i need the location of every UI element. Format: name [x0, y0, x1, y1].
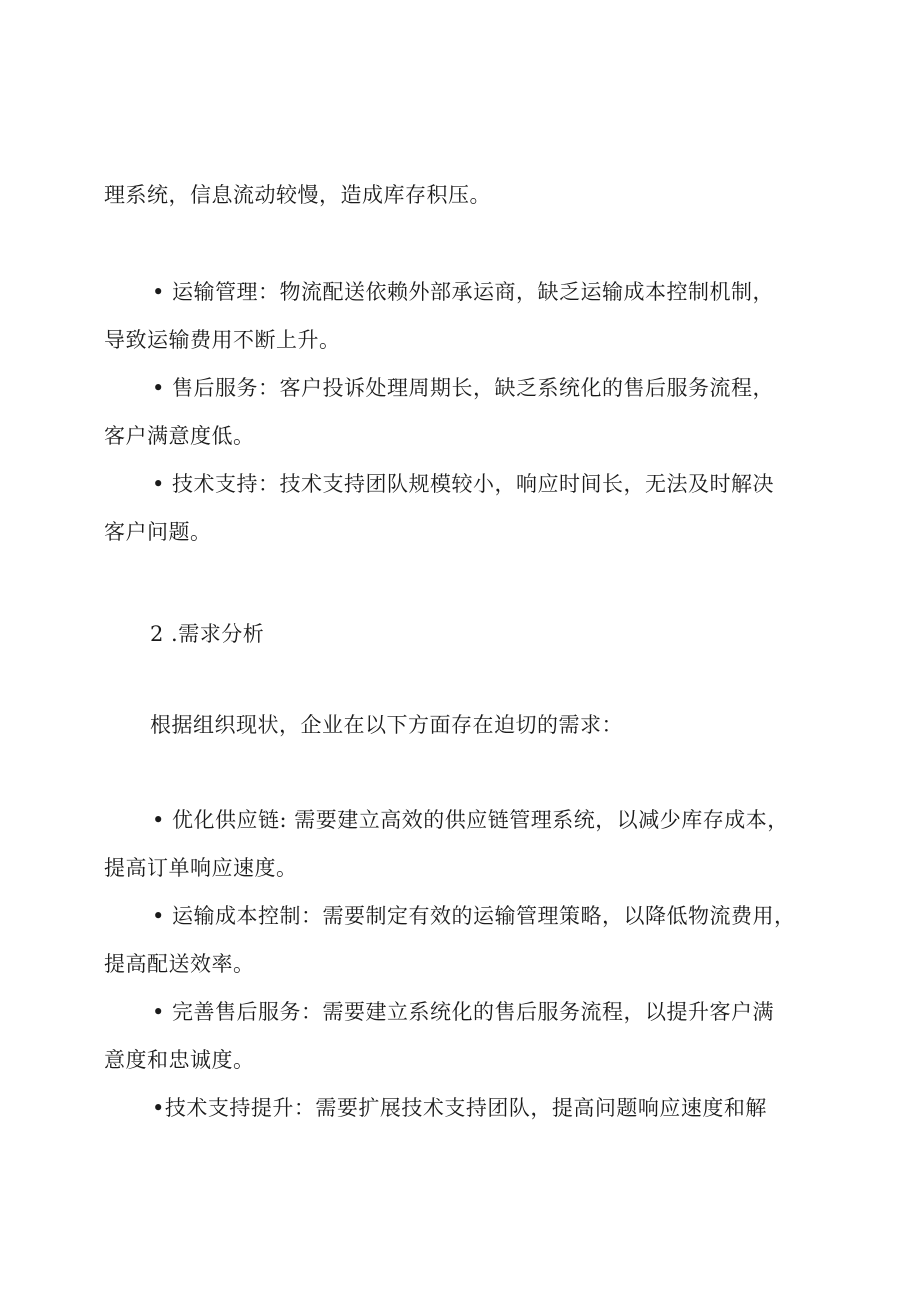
bullet-optimize-supply-chain: • 优化供应链: 需要建立高效的供应链管理系统，以减少库存成本， — [152, 808, 789, 832]
bullet-technical-support: • 技术支持：技术支持团队规模较小，响应时间长，无法及时解决 — [152, 472, 775, 496]
bullet-transport-cost-control-cont: 提高配送效率。 — [104, 952, 255, 976]
bullet-transport-management-cont: 导致运输费用不断上升。 — [104, 328, 341, 352]
bullet-tech-support-improvement: •技术支持提升：需要扩展技术支持团队，提高问题响应速度和解 — [152, 1096, 767, 1120]
bullet-improve-after-sales: • 完善售后服务：需要建立系统化的售后服务流程，以提升客户满 — [152, 1000, 775, 1024]
bullet-transport-cost-control: • 运输成本控制：需要制定有效的运输管理策略，以降低物流费用， — [152, 904, 796, 928]
bullet-technical-support-cont: 客户问题。 — [104, 520, 212, 544]
paragraph-continuation-line: 理系统，信息流动较慢，造成库存积压。 — [104, 183, 491, 207]
requirements-intro: 根据组织现状，企业在以下方面存在迫切的需求： — [150, 713, 623, 737]
bullet-improve-after-sales-cont: 意度和忠诚度。 — [104, 1048, 255, 1072]
bullet-after-sales-service: • 售后服务：客户投诉处理周期长，缺乏系统化的售后服务流程， — [152, 376, 775, 400]
section-heading-requirements: 2 .需求分析 — [150, 622, 265, 646]
bullet-after-sales-service-cont: 客户满意度低。 — [104, 424, 255, 448]
bullet-transport-management: • 运输管理：物流配送依赖外部承运商，缺乏运输成本控制机制， — [152, 280, 775, 304]
bullet-optimize-supply-chain-cont: 提高订单响应速度。 — [104, 856, 298, 880]
